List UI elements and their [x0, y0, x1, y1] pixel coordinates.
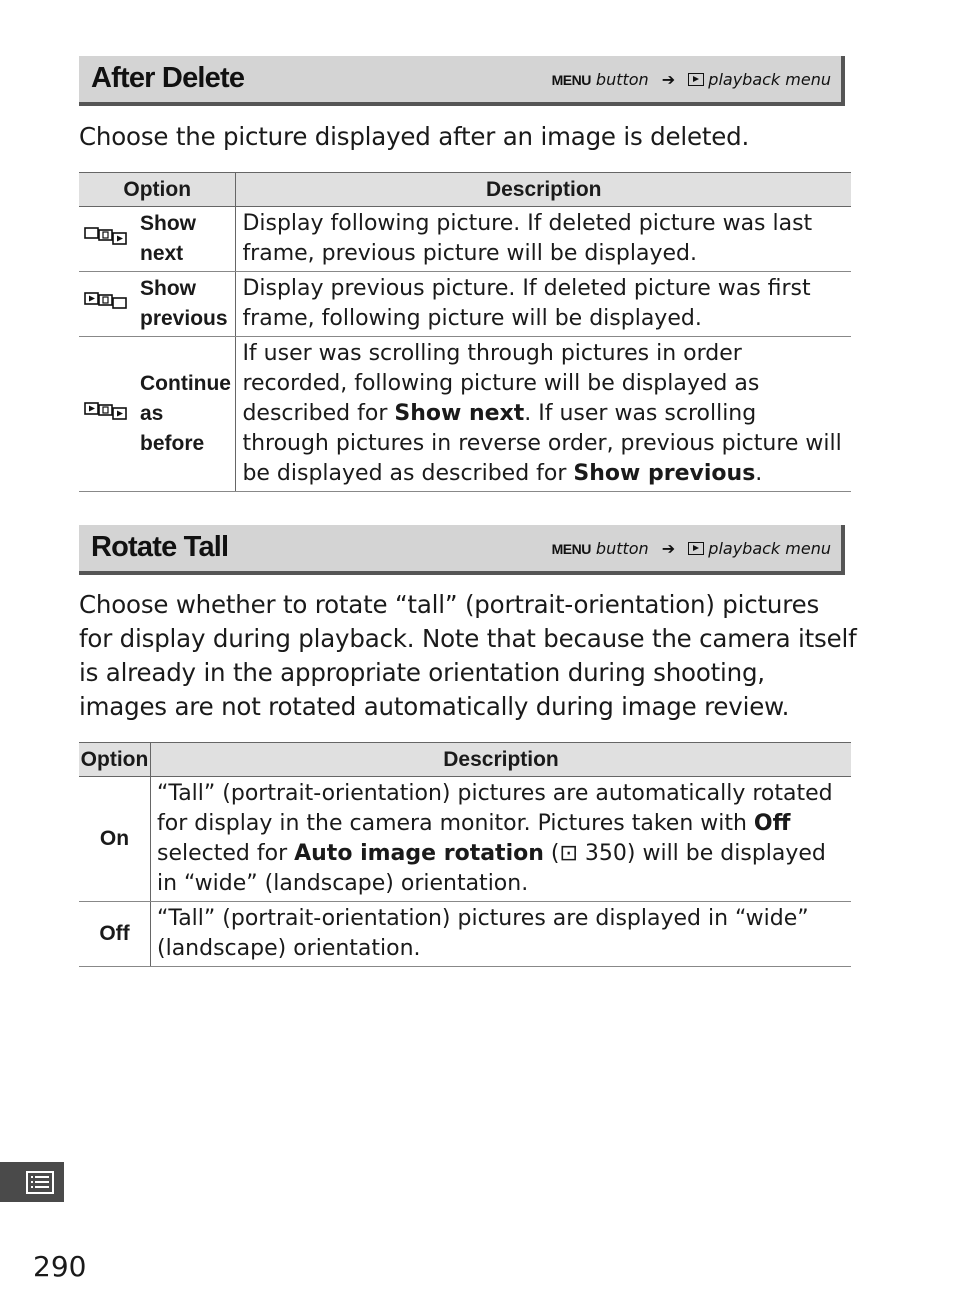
table-row — [79, 272, 851, 337]
option-description: If user was scrolling through pictures in order recorded, following picture will be displayed as described for Show next. If user was scrolling through pictures in reverse order, previous picture will be displayed as described for Show previous. — [236, 337, 851, 492]
option-name: Off — [79, 902, 151, 967]
book-icon: ⊡ — [559, 841, 578, 866]
button-word: button — [595, 539, 649, 558]
arrow-icon: ➔ — [661, 539, 676, 558]
option-name: Continue as before — [136, 337, 236, 492]
table-row — [79, 207, 851, 272]
table-header-row — [79, 743, 851, 777]
show-previous-icon — [79, 272, 136, 337]
option-name: Show next — [136, 207, 236, 272]
intro-text: Choose whether to rotate “tall” (portrait-orientation) pictures for display during playback. Note that because the camera itself is already in the appropriate orientation during shooting, images are not rotated automatically during image review. — [79, 590, 857, 721]
menu-button-label: MENU — [551, 541, 591, 557]
option-name: On — [79, 777, 151, 902]
options-table — [79, 172, 851, 492]
option-description: “Tall” (portrait-orientation) pictures are displayed in “wide” (landscape) orientation. — [151, 902, 852, 967]
menu-path — [552, 539, 831, 558]
continue-as-before-icon — [79, 337, 136, 492]
options-table — [79, 742, 851, 967]
table-row — [79, 902, 851, 967]
option-name: Show previous — [136, 272, 236, 337]
show-next-icon — [79, 207, 136, 272]
playback-icon — [688, 542, 704, 555]
option-description: Display previous picture. If deleted picture was first frame, following picture will be displayed. — [236, 272, 851, 337]
table-row — [79, 777, 851, 902]
arrow-icon: ➔ — [661, 70, 676, 89]
description-header: Description — [151, 743, 852, 777]
description-header: Description — [236, 173, 851, 207]
intro-text: Choose the picture displayed after an image is deleted. — [79, 122, 750, 151]
section-header-rotate-tall — [79, 525, 845, 575]
playback-menu-tab-icon — [0, 1162, 64, 1202]
option-header: Option — [79, 173, 236, 207]
page-number: 290 — [33, 1250, 87, 1283]
option-header: Option — [79, 743, 151, 777]
button-word: button — [595, 70, 649, 89]
table-header-row — [79, 173, 851, 207]
section-title: After Delete — [91, 62, 245, 94]
option-description: “Tall” (portrait-orientation) pictures are automatically rotated for display in the camera monitor. Pictures taken with Off selected for Auto image rotation (⊡ 350) will be displayed in “wide” (landscape) orientation. — [151, 777, 852, 902]
playback-icon — [688, 73, 704, 86]
menu-destination: playback menu — [708, 70, 831, 89]
menu-button-label: MENU — [551, 72, 591, 88]
option-description: Display following picture. If deleted picture was last frame, previous picture will be displayed. — [236, 207, 851, 272]
table-row — [79, 337, 851, 492]
section-header-after-delete — [79, 56, 845, 106]
menu-destination: playback menu — [708, 539, 831, 558]
menu-path — [552, 70, 831, 89]
section-title: Rotate Tall — [91, 531, 229, 563]
